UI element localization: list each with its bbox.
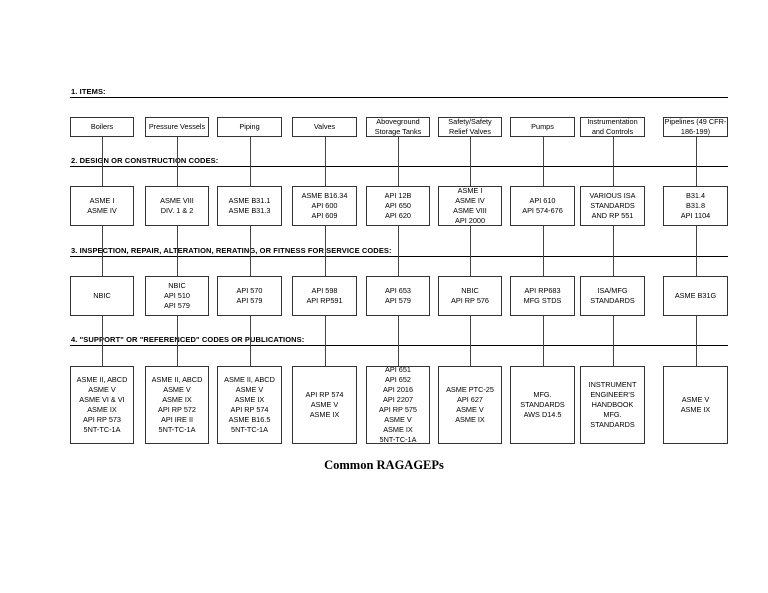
inspection-box [145, 276, 209, 316]
support-text: 5NT-TC-1A [158, 425, 196, 434]
item-box [366, 117, 430, 137]
item-text: Instrumentation [587, 117, 638, 126]
inspection-box [70, 276, 134, 316]
inspection-text: STANDARDS [590, 296, 635, 305]
section-title: 1. ITEMS: [71, 87, 106, 96]
inspection-text: API 653 [385, 286, 411, 295]
design-text: ASME B31.1 [228, 196, 271, 205]
inspection-text: NBIC [93, 291, 111, 300]
connector-line [102, 137, 103, 366]
support-text: ASME IX [309, 410, 340, 419]
diagram-caption: Common RAGAGEPs [324, 458, 444, 472]
connector-line [398, 137, 399, 366]
inspection-box [510, 276, 575, 316]
support-text: AWS D14.5 [523, 410, 562, 419]
design-text: API 2000 [454, 216, 486, 225]
item-box [70, 117, 134, 137]
design-text: DIV. 1 & 2 [160, 206, 194, 215]
design-text: B31.4 [685, 191, 706, 200]
design-box [438, 186, 502, 226]
section-divider [70, 256, 728, 257]
design-box [70, 186, 134, 226]
design-text: ASME B16.34 [301, 191, 348, 200]
inspection-text: API 510 [164, 291, 190, 300]
support-text: API RP 573 [83, 415, 121, 424]
support-text: API RP 574 [230, 405, 269, 414]
support-text: ASME V [88, 385, 116, 394]
item-text: Safety/Safety [448, 117, 492, 126]
connector-line [470, 137, 471, 366]
inspection-text: API 579 [236, 296, 263, 305]
item-text: Valves [313, 122, 336, 131]
connector-line [543, 137, 544, 366]
design-box [366, 186, 430, 226]
support-text: 5NT-TC-1A [83, 425, 121, 434]
support-text: STANDARDS [590, 420, 635, 429]
support-text: ASME IX [162, 395, 192, 404]
support-text: API RP 572 [158, 405, 196, 414]
design-box [580, 186, 645, 226]
design-text: ASME VIII [160, 196, 194, 205]
support-text: API RP 574 [305, 390, 344, 399]
support-text: STANDARDS [520, 400, 565, 409]
support-text: ASME VI & VI [79, 395, 125, 404]
inspection-box [217, 276, 282, 316]
item-text: Pipelines (49 CFR- [664, 117, 727, 126]
item-text: Pumps [531, 122, 554, 131]
item-box [510, 117, 575, 137]
design-box [510, 186, 575, 226]
support-text: ASME IX [455, 415, 485, 424]
section-divider [70, 97, 728, 98]
support-text: API 651 [385, 365, 411, 374]
connector-line [613, 137, 614, 366]
support-text: ASME V [163, 385, 191, 394]
support-text: ASME V [235, 385, 264, 394]
support-box [145, 366, 209, 444]
design-text: ASME I [89, 196, 115, 205]
item-text: Relief Valves [448, 127, 492, 136]
support-text: API 652 [385, 375, 411, 384]
item-text: and Controls [591, 127, 634, 136]
support-text: ASME V [310, 400, 339, 409]
support-box [663, 366, 728, 444]
inspection-text: API RP 576 [451, 296, 489, 305]
support-text: ASME V [456, 405, 484, 414]
design-text: ASME I [457, 186, 483, 195]
design-text: VARIOUS ISA [589, 191, 636, 200]
design-text: ASME B31.3 [228, 206, 271, 215]
support-text: 5NT-TC-1A [379, 435, 417, 444]
design-text: API 12B [384, 191, 412, 200]
design-text: API 610 [529, 196, 556, 205]
design-text: ASME VIII [453, 206, 487, 215]
support-text: MFG. [603, 410, 622, 419]
inspection-box [663, 276, 728, 316]
support-text: ASME V [681, 395, 710, 404]
section-title: 2. DESIGN OR CONSTRUCTION CODES: [71, 156, 219, 165]
item-box [438, 117, 502, 137]
inspection-text: NBIC [461, 286, 479, 295]
design-text: API 609 [311, 211, 338, 220]
support-text: ASME IX [234, 395, 265, 404]
support-text: ENGINEER'S [590, 390, 635, 399]
design-text: B31.8 [685, 201, 706, 210]
section-divider [70, 166, 728, 167]
support-text: MFG. [533, 390, 552, 399]
design-text: API 650 [385, 201, 411, 210]
item-box [145, 117, 209, 137]
design-text: API 574-676 [522, 206, 563, 215]
support-text: API 627 [457, 395, 483, 404]
inspection-text: API 598 [311, 286, 338, 295]
inspection-box [580, 276, 645, 316]
support-text: ASME PTC-25 [446, 385, 494, 394]
connector-line [696, 137, 697, 366]
section-divider [70, 345, 728, 346]
support-text: ASME II, ABCD [151, 375, 203, 384]
inspection-text: API 570 [236, 286, 263, 295]
inspection-text: NBIC [168, 281, 186, 290]
support-text: ASME II, ABCD [224, 375, 275, 384]
support-text: ASME IX [383, 425, 413, 434]
inspection-text: ASME B31G [674, 291, 717, 300]
support-text: HANDBOOK [591, 400, 634, 409]
design-box [217, 186, 282, 226]
item-text: Piping [239, 122, 260, 131]
item-box [292, 117, 357, 137]
support-text: API 2207 [382, 395, 414, 404]
support-box [580, 366, 645, 444]
item-box [663, 117, 728, 137]
support-text: API RP 575 [379, 405, 417, 414]
support-box [366, 366, 430, 444]
inspection-box [438, 276, 502, 316]
support-text: API 2016 [382, 385, 414, 394]
support-box [292, 366, 357, 444]
inspection-text: API RP591 [306, 296, 343, 305]
item-text: Storage Tanks [374, 127, 422, 136]
support-box [510, 366, 575, 444]
support-box [217, 366, 282, 444]
support-text: 5NT-TC-1A [231, 425, 268, 434]
inspection-text: API 579 [385, 296, 411, 305]
section-title: 4. "SUPPORT" OR "REFERENCED" CODES OR PUBLICATIONS: [71, 335, 305, 344]
inspection-box [292, 276, 357, 316]
inspection-text: API 579 [164, 301, 190, 310]
section-title: 3. INSPECTION, REPAIR, ALTERATION, RERATING, OR FITNESS FOR SERVICE CODES: [71, 246, 392, 255]
item-box [217, 117, 282, 137]
support-box [438, 366, 502, 444]
item-box [580, 117, 645, 137]
design-text: ASME IV [455, 196, 485, 205]
design-text: API 620 [385, 211, 411, 220]
design-text: STANDARDS [590, 201, 635, 210]
support-text: ASME B16.5 [228, 415, 271, 424]
inspection-text: ISA/MFG [597, 286, 628, 295]
design-box [663, 186, 728, 226]
support-text: ASME IX [87, 405, 117, 414]
design-text: AND RP 551 [591, 211, 634, 220]
connector-line [250, 137, 251, 366]
design-text: API 1104 [680, 211, 711, 220]
connector-line [177, 137, 178, 366]
support-text: ASME IX [680, 405, 711, 414]
design-box [292, 186, 357, 226]
inspection-text: API RP683 [524, 286, 561, 295]
support-text: INSTRUMENT [588, 380, 637, 389]
item-text: Pressure Vessels [148, 122, 206, 131]
inspection-text: MFG STDS [523, 296, 562, 305]
design-text: API 600 [311, 201, 338, 210]
design-box [145, 186, 209, 226]
support-text: API IRE II [160, 415, 194, 424]
design-text: ASME IV [87, 206, 117, 215]
support-text: ASME II, ABCD [76, 375, 128, 384]
connector-line [325, 137, 326, 366]
item-text: Boilers [90, 122, 114, 131]
item-text: Aboveground [376, 117, 420, 126]
support-text: ASME V [384, 415, 412, 424]
support-box [70, 366, 134, 444]
item-text: 186-199) [680, 127, 711, 136]
inspection-box [366, 276, 430, 316]
